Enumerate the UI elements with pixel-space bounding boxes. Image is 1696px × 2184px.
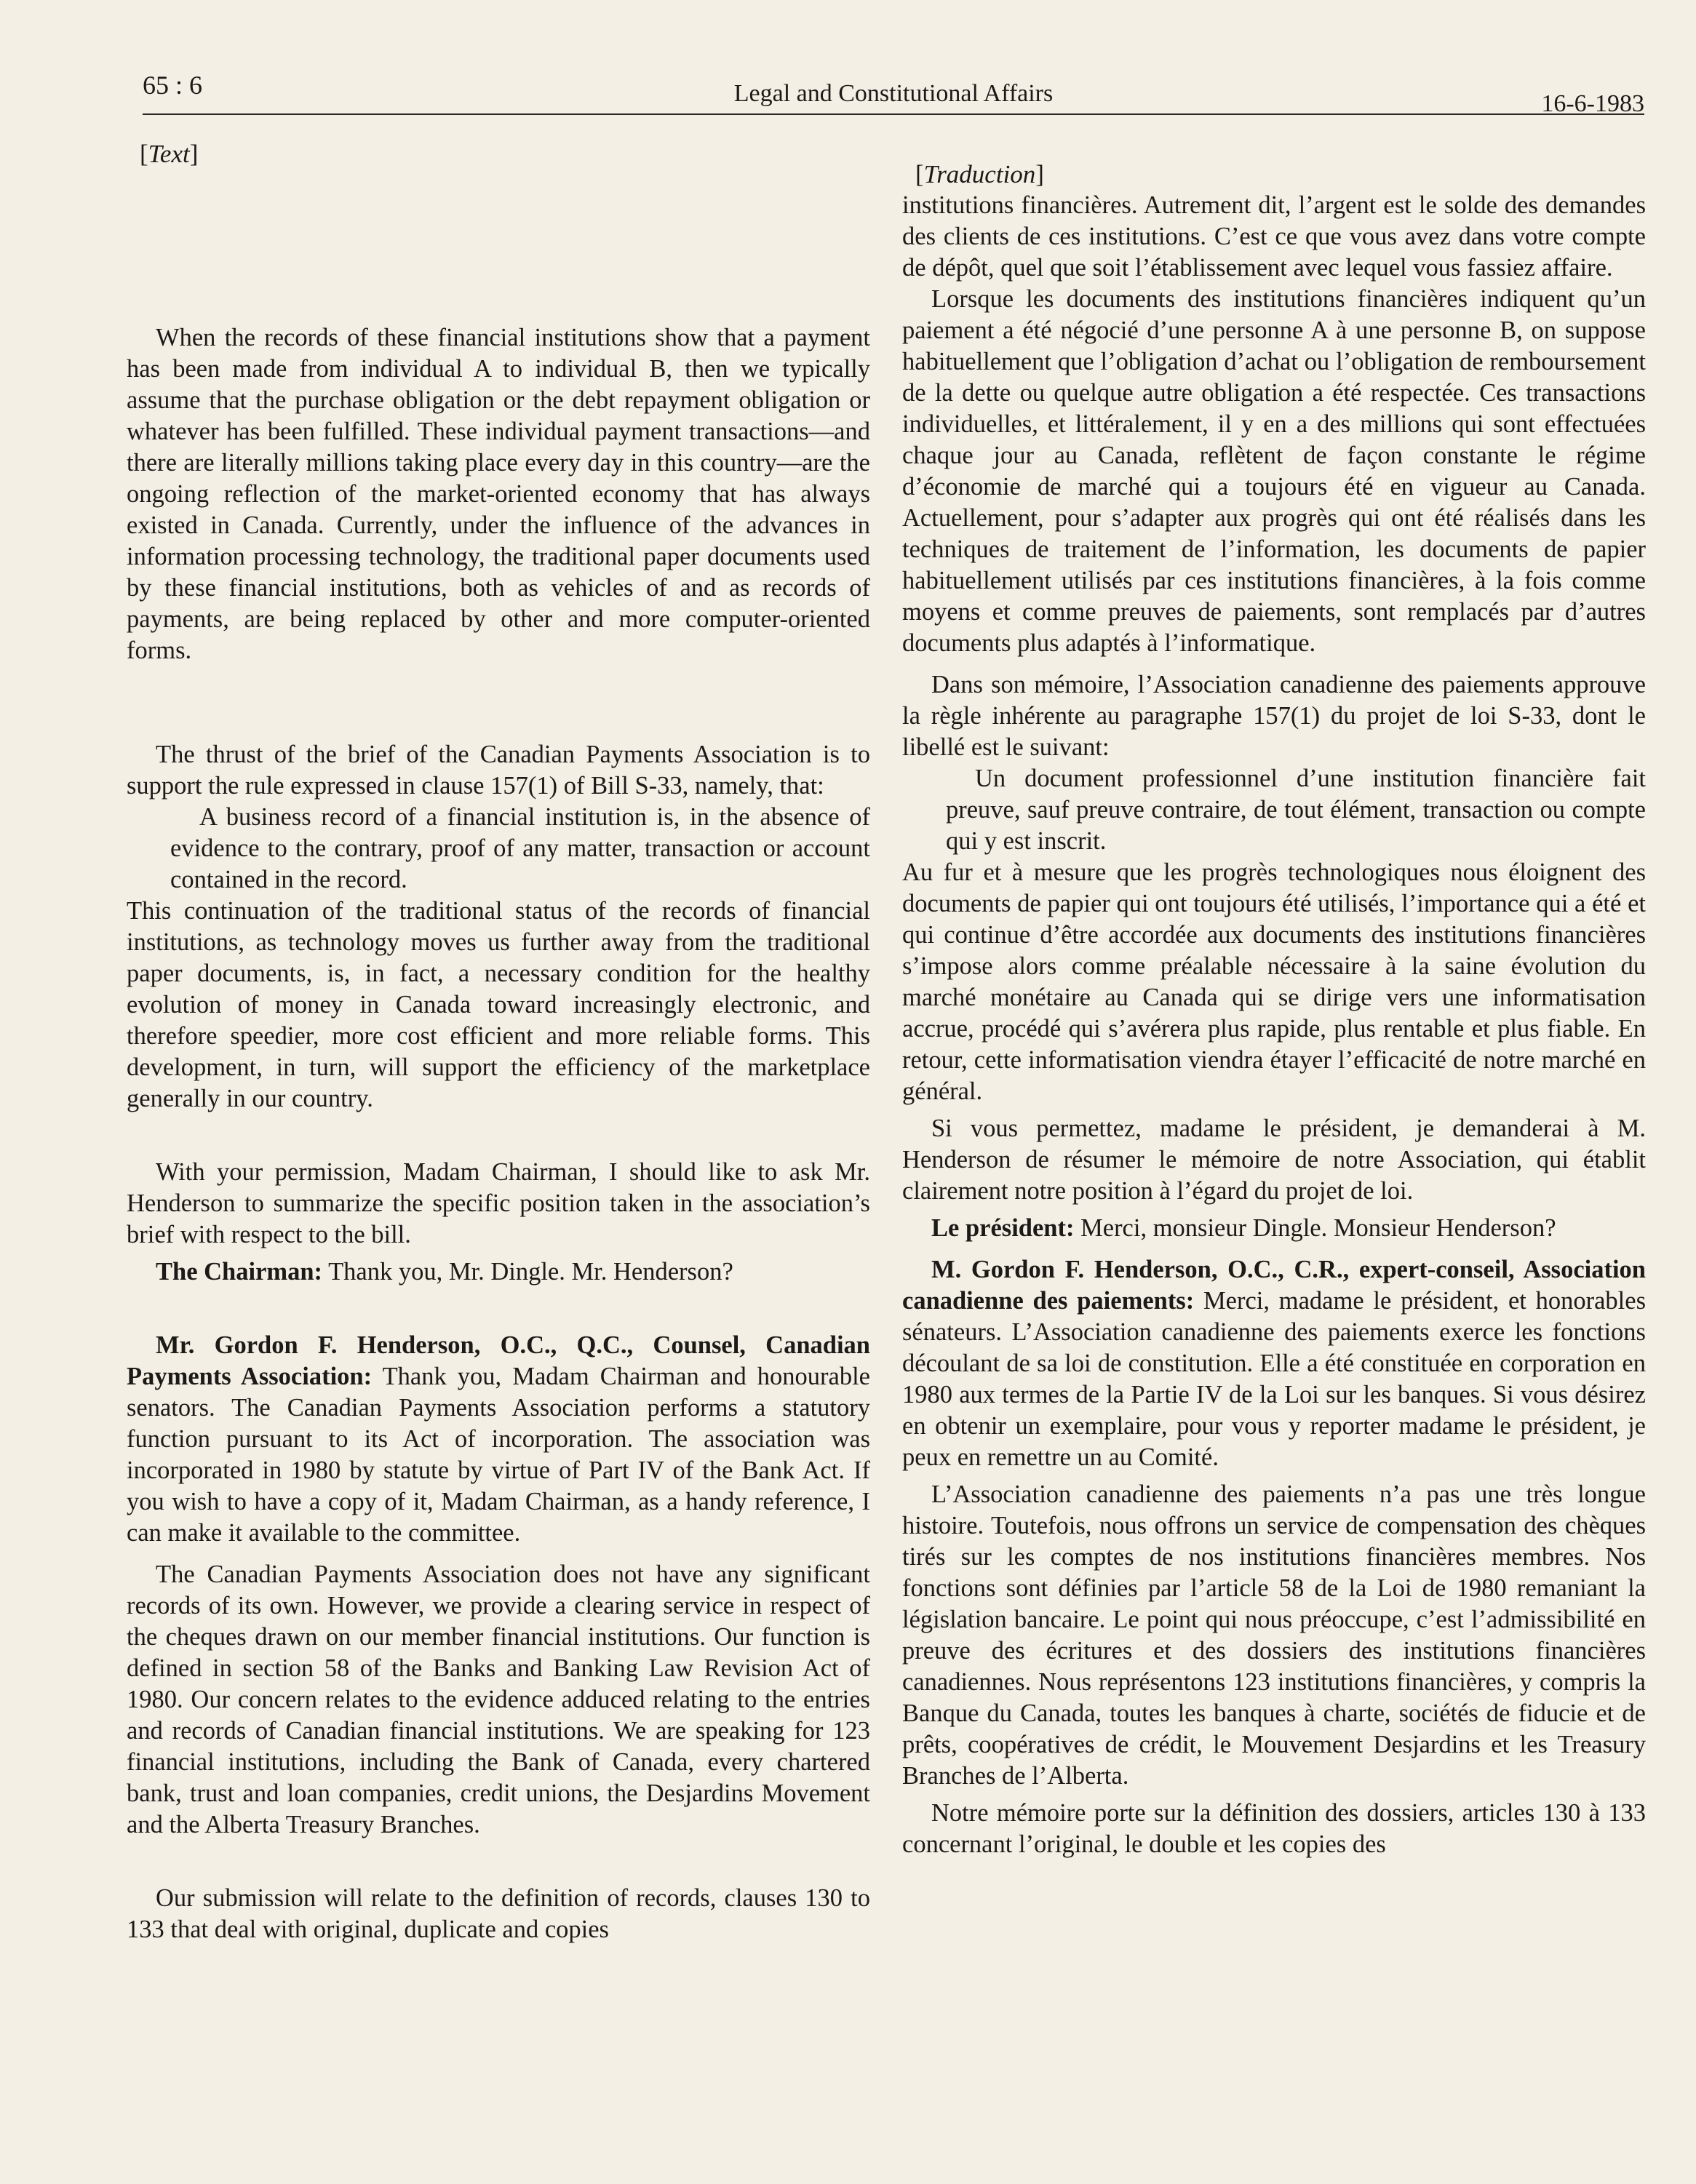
speaker-paragraph: M. Gordon F. Henderson, O.C., C.R., expert-conseil, Association canadienne des paiements: Merci, madame le président, et honorables sénateurs. L’Association canadienne des paiements exerce les fonctions découlant de sa loi de constitution. Elle a été constituée en corporation en 1980 aux termes de la Partie IV de la Loi sur les banques. Si vous désirez en obtenir un exemplaire, pour vous y reporter madame le président, je peux en remettre un au Comité.: [902, 1256, 1646, 1471]
paragraph: Lorsque les documents des institutions financières indiquent qu’un paiement a été négocié d’une personne A à une personne B, on suppose habituellement que l’obligation d’achat ou l’obligation de remboursement de la dette ou quelque autre obligation a été respectée. Ces transactions individuelles, et littéralement, il y en a des millions qui sont effectuées chaque jour au Canada, reflètent de façon constante le régime d’économie de marché qui a toujours été en vigueur au Canada. Actuellement, pour s’adapter aux progrès qui ont été réalisés dans les techniques de traitement de l’information, les documents de papier habituellement utilisés par ces institutions financières, à la fois comme moyens et comme preuves de paiements, sont remplacés par d’autres documents plus adaptés à l’informatique.: [902, 285, 1646, 657]
translation-marker: [Traduction]: [915, 160, 1044, 188]
quoted-clause: A business record of a financial institution is, in the absence of evidence to the contrary, proof of any matter, transaction or account contained in the record.: [170, 803, 870, 893]
paragraph: L’Association canadienne des paiements n’a pas une très longue histoire. Toutefois, nous offrons un service de compensation des chèques tirés sur les comptes de nos institutions financières membres. Nos fonctions sont définies par l’article 58 de la Loi de 1980 remaniant la législation bancaire. Le point qui nous préoccupe, c’est l’admissibilité en preuve des écritures et des dossiers des institutions financières canadiennes. Nous représentons 123 institutions financières, y compris la Banque du Canada, toutes les banques à charte, sociétés de fiducie et de prêts, coopératives de crédit, le Mouvement Desjardins et les Treasury Branches de l’Alberta.: [902, 1480, 1646, 1790]
speaker-name: Mr. Gordon F. Henderson, O.C., Q.C., Counsel, Canadian Payments Association:: [127, 1331, 870, 1390]
paragraph: Notre mémoire porte sur la définition des dossiers, articles 130 à 133 concernant l’original, le double et les copies des: [902, 1799, 1646, 1858]
paragraph: This continuation of the traditional status of the records of financial institutions, as technology moves us further away from the traditional paper documents, is, in fact, a necessary condition for the healthy evolution of money in Canada toward increasingly electronic, and therefore speedier, more cost efficient and more reliable forms. This development, in turn, will support the efficiency of the marketplace generally in our country.: [127, 897, 870, 1112]
french-column: [902, 138, 1646, 1860]
speaker-paragraph: Mr. Gordon F. Henderson, O.C., Q.C., Counsel, Canadian Payments Association: Thank you, Madam Chairman and honourable senators. The Canadian Payments Association performs a statutory function pursuant to its Act of incorporation. The association was incorporated in 1980 by statute by virtue of Part IV of the Bank Act. If you wish to have a copy of it, Madam Chairman, as a handy reference, I can make it available to the committee.: [127, 1331, 870, 1547]
paragraph: When the records of these financial institutions show that a payment has been made from individual A to individual B, then we typically assume that the purchase obligation or the debt repayment obligation or whatever has been fulfilled. These individual payment transactions—and there are literally millions taking place every day in this country—are the ongoing reflection of the market-oriented economy that has always existed in Canada. Currently, under the influence of the advances in information processing technology, the traditional paper documents used by these financial institutions, both as vehicles of and as records of payments, are being replaced by other and more computer-oriented forms.: [127, 324, 870, 664]
speaker-name: M. Gordon F. Henderson, O.C., C.R., expert-conseil, Association canadienne des paiements:: [902, 1256, 1646, 1315]
publication-title: Legal and Constitutional Affairs: [733, 80, 1054, 107]
speaker-name: The Chairman:: [156, 1258, 323, 1286]
english-column: [127, 138, 870, 1945]
text-marker: [Text]: [140, 140, 199, 168]
paragraph: institutions financières. Autrement dit, l’argent est le solde des demandes des clients de ces institutions. C’est ce que vous avez dans votre compte de dépôt, quel que soit l’établissement avec lequel vous fassiez affaire.: [902, 191, 1646, 282]
speaker-paragraph: Le président: Merci, monsieur Dingle. Monsieur Henderson?: [931, 1214, 1556, 1242]
sitting-date: 16-6-1983: [1541, 90, 1644, 117]
page-number: 65 : 6: [143, 71, 203, 100]
quoted-clause: Un document professionnel d’une institution financière fait preuve, sauf preuve contraire, de tout élément, transaction ou compte qui y est inscrit.: [946, 765, 1646, 855]
paragraph: Si vous permettez, madame le président, je demanderai à M. Henderson de résumer le mémoire de notre Association, qui établit clairement notre position à l’égard du projet de loi.: [902, 1115, 1646, 1205]
paragraph: The Canadian Payments Association does not have any significant records of its own. However, we provide a clearing service in respect of the cheques drawn on our member financial institutions. Our function is defined in section 58 of the Banks and Banking Law Revision Act of 1980. Our concern relates to the evidence adduced relating to the entries and records of Canadian financial institutions. We are speaking for 123 financial institutions, including the Bank of Canada, every chartered bank, trust and loan companies, credit unions, the Desjardins Movement and the Alberta Treasury Branches.: [127, 1561, 870, 1838]
speaker-name: Le président:: [931, 1214, 1075, 1242]
paragraph: The thrust of the brief of the Canadian Payments Association is to support the rule expressed in clause 157(1) of Bill S-33, namely, that:: [127, 741, 870, 800]
running-header: [143, 70, 1644, 115]
paragraph: Our submission will relate to the definition of records, clauses 130 to 133 that deal with original, duplicate and copies: [127, 1884, 870, 1943]
paragraph: Dans son mémoire, l’Association canadienne des paiements approuve la règle inhérente au paragraphe 157(1) du projet de loi S-33, dont le libellé est le suivant:: [902, 671, 1646, 761]
paragraph: Au fur et à mesure que les progrès technologiques nous éloignent des documents de papier qui ont toujours été utilisés, l’importance qui a été et qui continue d’être accordée aux documents des institutions financières s’impose alors comme préalable nécessaire à la saine évolution du marché monétaire au Canada qui se dirige vers une informatisation accrue, procédé qui s’avérera plus rapide, plus rentable et plus fiable. En retour, cette informatisation viendra étayer l’efficacité de notre marché en général.: [902, 858, 1646, 1105]
paragraph: With your permission, Madam Chairman, I should like to ask Mr. Henderson to summarize the specific position taken in the association’s brief with respect to the bill.: [127, 1158, 870, 1248]
speaker-paragraph: The Chairman: Thank you, Mr. Dingle. Mr. Henderson?: [156, 1258, 733, 1286]
